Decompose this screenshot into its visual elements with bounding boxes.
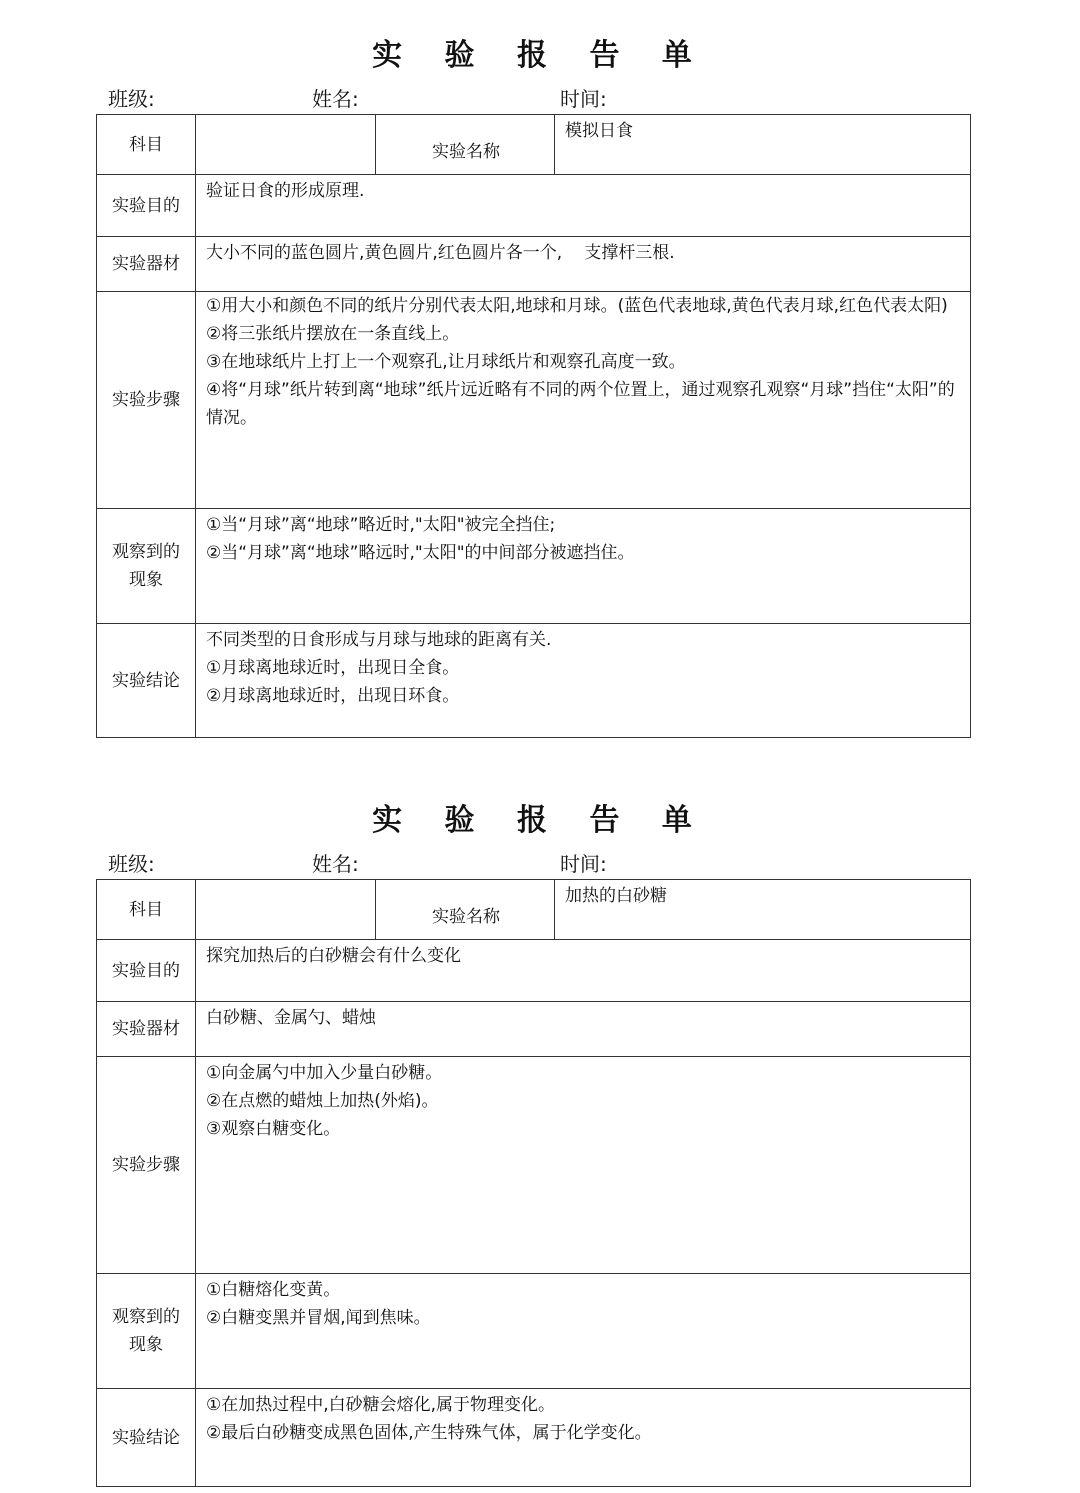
row-purpose	[97, 175, 971, 237]
name-label: 姓名:	[312, 852, 359, 876]
steps-label: 实验步骤	[97, 292, 196, 509]
conclusion-item: ①月球离地球近时，出现日全食。	[206, 658, 460, 678]
purpose-label: 实验目的	[97, 940, 196, 1002]
step-item: ④将“月球”纸片转到离“地球”纸片远近略有不同的两个位置上，通过观察孔观察“月球”挡住“太阳”的情况。	[206, 380, 955, 428]
phenomenon-label: 观察到的 现象	[97, 509, 196, 624]
conclusion-item: ②最后白砂糖变成黑色固体,产生特殊气体，属于化学变化。	[206, 1423, 652, 1443]
experiment-name-label: 实验名称	[376, 880, 555, 940]
conclusion-label: 实验结论	[97, 624, 196, 738]
phenomenon-label: 观察到的 现象	[97, 1274, 196, 1389]
conclusion-label: 实验结论	[97, 1389, 196, 1487]
time-label: 时间:	[560, 852, 607, 876]
phenomenon-item: ①当“月球”离“地球”略近时,"太阳"被完全挡住;	[206, 515, 556, 535]
report-table	[96, 114, 971, 738]
row-steps	[97, 292, 971, 509]
report-table	[96, 879, 971, 1487]
name-label: 姓名:	[312, 87, 359, 111]
info-row	[0, 849, 1080, 879]
equipment-label: 实验器材	[97, 1002, 196, 1057]
steps-value	[196, 292, 971, 509]
row-conclusion	[97, 1389, 971, 1487]
experiment-name-label: 实验名称	[376, 115, 555, 175]
row-subject	[97, 115, 971, 175]
step-item: ②将三张纸片摆放在一条直线上。	[206, 324, 460, 344]
row-equipment	[97, 1002, 971, 1057]
row-equipment	[97, 237, 971, 292]
conclusion-item: ②月球离地球近时，出现日环食。	[206, 686, 460, 706]
row-conclusion	[97, 624, 971, 738]
row-phenomenon	[97, 509, 971, 624]
steps-value	[196, 1057, 971, 1274]
equipment-label: 实验器材	[97, 237, 196, 292]
subject-label: 科目	[97, 115, 196, 175]
step-item: ①向金属勺中加入少量白砂糖。	[206, 1063, 443, 1083]
equipment-value: 大小不同的蓝色圆片,黄色圆片,红色圆片各一个, 支撑杆三根.	[196, 237, 971, 292]
phenomenon-value	[196, 1274, 971, 1389]
equipment-value: 白砂糖、金属勺、蜡烛	[196, 1002, 971, 1057]
row-steps	[97, 1057, 971, 1274]
class-label: 班级:	[108, 87, 155, 111]
phenomenon-value	[196, 509, 971, 624]
purpose-value: 验证日食的形成原理.	[196, 175, 971, 237]
report-title: 实 验 报 告 单	[372, 803, 708, 838]
row-subject	[97, 880, 971, 940]
row-phenomenon	[97, 1274, 971, 1389]
conclusion-item: 不同类型的日食形成与月球与地球的距离有关.	[206, 630, 552, 650]
info-row	[0, 84, 1080, 114]
row-purpose	[97, 940, 971, 1002]
purpose-value: 探究加热后的白砂糖会有什么变化	[196, 940, 971, 1002]
step-item: ①用大小和颜色不同的纸片分别代表太阳,地球和月球。(蓝色代表地球,黄色代表月球,红色代表太阳)	[206, 296, 948, 316]
phenomenon-item: ②白糖变黑并冒烟,闻到焦味。	[206, 1308, 431, 1328]
class-label: 班级:	[108, 852, 155, 876]
step-item: ③观察白糖变化。	[206, 1119, 341, 1139]
step-item: ③在地球纸片上打上一个观察孔,让月球纸片和观察孔高度一致。	[206, 352, 686, 372]
phenomenon-item: ①白糖熔化变黄。	[206, 1280, 341, 1300]
subject-label: 科目	[97, 880, 196, 940]
steps-label: 实验步骤	[97, 1057, 196, 1274]
subject-value	[196, 115, 376, 175]
experiment-name-value: 模拟日食	[555, 115, 971, 175]
phenomenon-item: ②当“月球”离“地球”略远时,"太阳"的中间部分被遮挡住。	[206, 543, 635, 563]
subject-value	[196, 880, 376, 940]
step-item: ②在点燃的蜡烛上加热(外焰)。	[206, 1091, 439, 1111]
report-title: 实 验 报 告 单	[372, 38, 708, 73]
time-label: 时间:	[560, 87, 607, 111]
conclusion-item: ①在加热过程中,白砂糖会熔化,属于物理变化。	[206, 1395, 556, 1415]
experiment-name-value: 加热的白砂糖	[555, 880, 971, 940]
conclusion-value	[196, 1389, 971, 1487]
purpose-label: 实验目的	[97, 175, 196, 237]
conclusion-value	[196, 624, 971, 738]
